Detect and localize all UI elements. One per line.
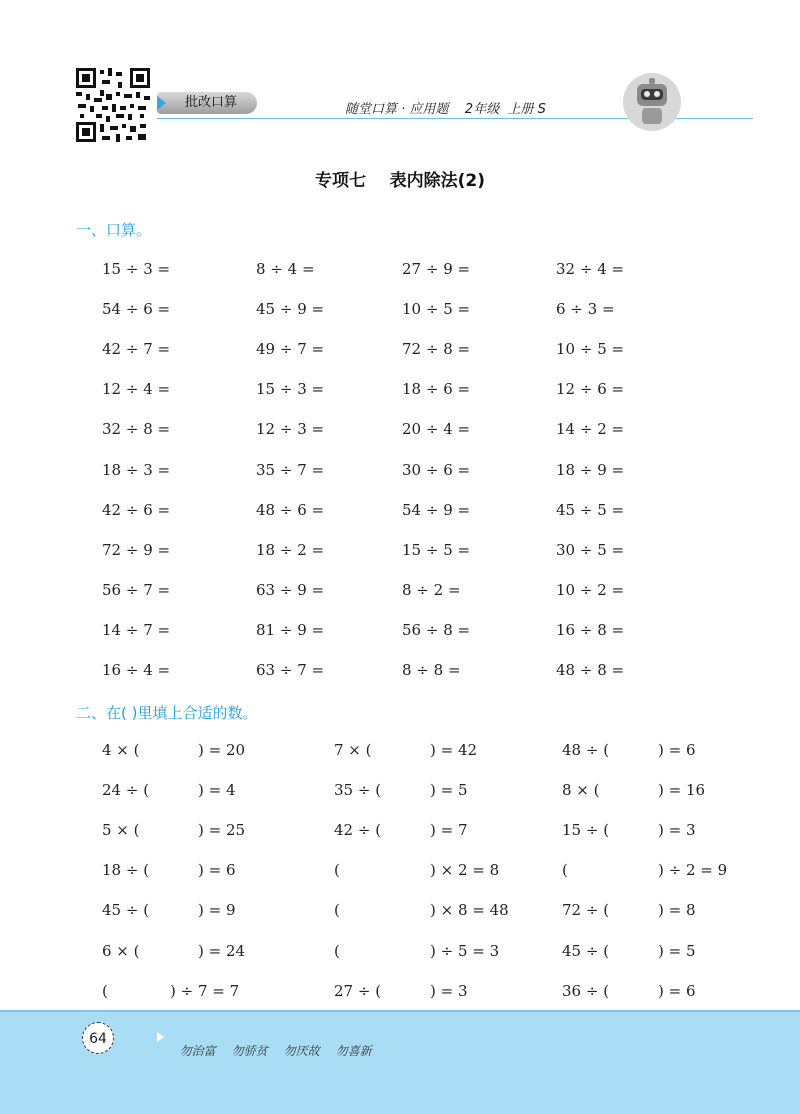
- division-problem: 12 ÷ 3 =: [256, 420, 325, 439]
- blank-open: 42 ÷ (: [334, 821, 382, 840]
- division-problem: 8 ÷ 8 =: [402, 661, 461, 679]
- blank-close: ) ÷ 2 = 9: [658, 861, 728, 880]
- motto-item: 勿治富: [179, 1044, 216, 1058]
- blank-close: ) = 3: [430, 981, 468, 1000]
- blank-open: 35 ÷ (: [334, 781, 382, 800]
- blank-close: ) = 5: [658, 941, 696, 960]
- page-header: [0, 0, 800, 150]
- blank-close: ) × 8 = 48: [430, 901, 509, 920]
- blank-close: ) = 7: [430, 821, 468, 840]
- division-problem: 32 ÷ 4 =: [556, 260, 625, 278]
- division-problem: 48 ÷ 8 =: [556, 661, 625, 679]
- blank-close: ) = 16: [658, 781, 706, 800]
- division-problem: 6 ÷ 3 =: [556, 300, 615, 319]
- division-problem: 54 ÷ 6 =: [102, 300, 171, 319]
- blank-close: ) = 4: [198, 781, 236, 800]
- division-problem: 42 ÷ 7 =: [102, 340, 171, 359]
- page-footer: [0, 1010, 800, 1114]
- division-problem: 63 ÷ 7 =: [256, 661, 325, 679]
- motto-item: 勿厌故: [283, 1044, 320, 1058]
- division-problem: 18 ÷ 2 =: [256, 540, 325, 559]
- division-problem: 18 ÷ 3 =: [102, 460, 171, 479]
- blank-close: ) = 25: [198, 821, 246, 840]
- blank-close: ) = 8: [658, 901, 696, 920]
- division-problem: 12 ÷ 6 =: [556, 380, 625, 399]
- division-problem: 8 ÷ 4 =: [256, 260, 315, 278]
- division-problem: 49 ÷ 7 =: [256, 340, 325, 359]
- division-problem: 27 ÷ 9 =: [402, 260, 471, 278]
- blank-open: 72 ÷ (: [562, 901, 610, 920]
- division-problem: 63 ÷ 9 =: [256, 580, 325, 599]
- blank-open: 27 ÷ (: [334, 981, 382, 1000]
- blank-close: ) × 2 = 8: [430, 861, 500, 880]
- division-problem: 42 ÷ 6 =: [102, 500, 171, 519]
- division-problem: 72 ÷ 8 =: [402, 340, 471, 359]
- blank-close: ) = 3: [658, 821, 696, 840]
- division-problem: 56 ÷ 7 =: [102, 580, 171, 599]
- book-title: 随堂口算 · 应用题 2年级 上册 S: [345, 102, 546, 117]
- division-problem: 30 ÷ 6 =: [402, 460, 471, 479]
- blank-open: 48 ÷ (: [562, 741, 610, 759]
- tag-arrow-icon: [157, 96, 166, 110]
- blank-close: ) = 6: [658, 981, 696, 1000]
- division-problem: 8 ÷ 2 =: [402, 580, 461, 599]
- division-problem: 10 ÷ 2 =: [556, 580, 625, 599]
- page-title: 专项七 表内除法(2): [314, 171, 486, 191]
- qr-code-icon[interactable]: [76, 68, 150, 142]
- division-problem: 56 ÷ 8 =: [402, 620, 471, 639]
- blank-close: ) = 9: [198, 901, 236, 920]
- blank-open: 7 × (: [334, 741, 372, 759]
- robot-mascot-icon: [620, 72, 684, 132]
- division-problem: 20 ÷ 4 =: [402, 420, 471, 439]
- blank-open: 45 ÷ (: [102, 901, 150, 920]
- blank-open: 36 ÷ (: [562, 981, 610, 1000]
- blank-open: 15 ÷ (: [562, 821, 610, 840]
- blank-open: 8 × (: [562, 781, 600, 800]
- blank-close: ) = 6: [658, 741, 696, 759]
- blank-close: ) = 5: [430, 781, 468, 800]
- blank-close: ) = 42: [430, 741, 478, 759]
- blank-close: ) = 24: [198, 941, 246, 960]
- division-problem: 32 ÷ 8 =: [102, 420, 171, 439]
- blank-close: ) = 20: [198, 741, 246, 759]
- division-problem: 16 ÷ 8 =: [556, 620, 625, 639]
- blank-open: 4 × (: [102, 741, 140, 759]
- division-problem: 10 ÷ 5 =: [402, 300, 471, 319]
- blank-open: 6 × (: [102, 941, 140, 960]
- blank-close: ) = 6: [198, 861, 236, 880]
- division-problem: 15 ÷ 3 =: [102, 260, 171, 278]
- division-problem: 12 ÷ 4 =: [102, 380, 171, 399]
- division-problem: 72 ÷ 9 =: [102, 540, 171, 559]
- section-1-heading: 一、口算。: [76, 221, 152, 239]
- division-problem: 30 ÷ 5 =: [556, 540, 625, 559]
- division-problem: 15 ÷ 5 =: [402, 540, 471, 559]
- section-2-heading: 二、在( )里填上合适的数。: [76, 704, 258, 722]
- blank-open: 45 ÷ (: [562, 941, 610, 960]
- blank-open: (: [102, 981, 108, 1000]
- blank-open: 5 × (: [102, 821, 140, 840]
- division-problem: 81 ÷ 9 =: [256, 620, 325, 639]
- division-problem: 45 ÷ 5 =: [556, 500, 625, 519]
- blank-open: 24 ÷ (: [102, 781, 150, 800]
- footer-motto: [172, 1028, 388, 1059]
- division-problem: 45 ÷ 9 =: [256, 300, 325, 319]
- blank-close: ) ÷ 5 = 3: [430, 941, 500, 960]
- motto-item: 勿喜新: [335, 1044, 372, 1058]
- blank-open: (: [334, 861, 340, 880]
- division-problem: 10 ÷ 5 =: [556, 340, 625, 359]
- grading-tag: 批改口算: [157, 92, 257, 114]
- division-problem: 16 ÷ 4 =: [102, 661, 171, 679]
- blank-open: (: [562, 861, 568, 880]
- division-problem: 54 ÷ 9 =: [402, 500, 471, 519]
- division-problem: 15 ÷ 3 =: [256, 380, 325, 399]
- page-number: 64: [82, 1022, 114, 1054]
- division-problem: 14 ÷ 2 =: [556, 420, 625, 439]
- footer-divider: [0, 1010, 800, 1012]
- division-problem: 48 ÷ 6 =: [256, 500, 325, 519]
- blank-open: (: [334, 901, 340, 920]
- blank-open: 18 ÷ (: [102, 861, 150, 880]
- division-problem: 18 ÷ 6 =: [402, 380, 471, 399]
- division-problem: 35 ÷ 7 =: [256, 460, 325, 479]
- blank-close: ) ÷ 7 = 7: [170, 981, 240, 1000]
- division-problem: 14 ÷ 7 =: [102, 620, 171, 639]
- division-problem: 18 ÷ 9 =: [556, 460, 625, 479]
- motto-arrow-icon: [157, 1032, 164, 1042]
- motto-item: 勿骄贫: [231, 1044, 268, 1058]
- blank-open: (: [334, 941, 340, 960]
